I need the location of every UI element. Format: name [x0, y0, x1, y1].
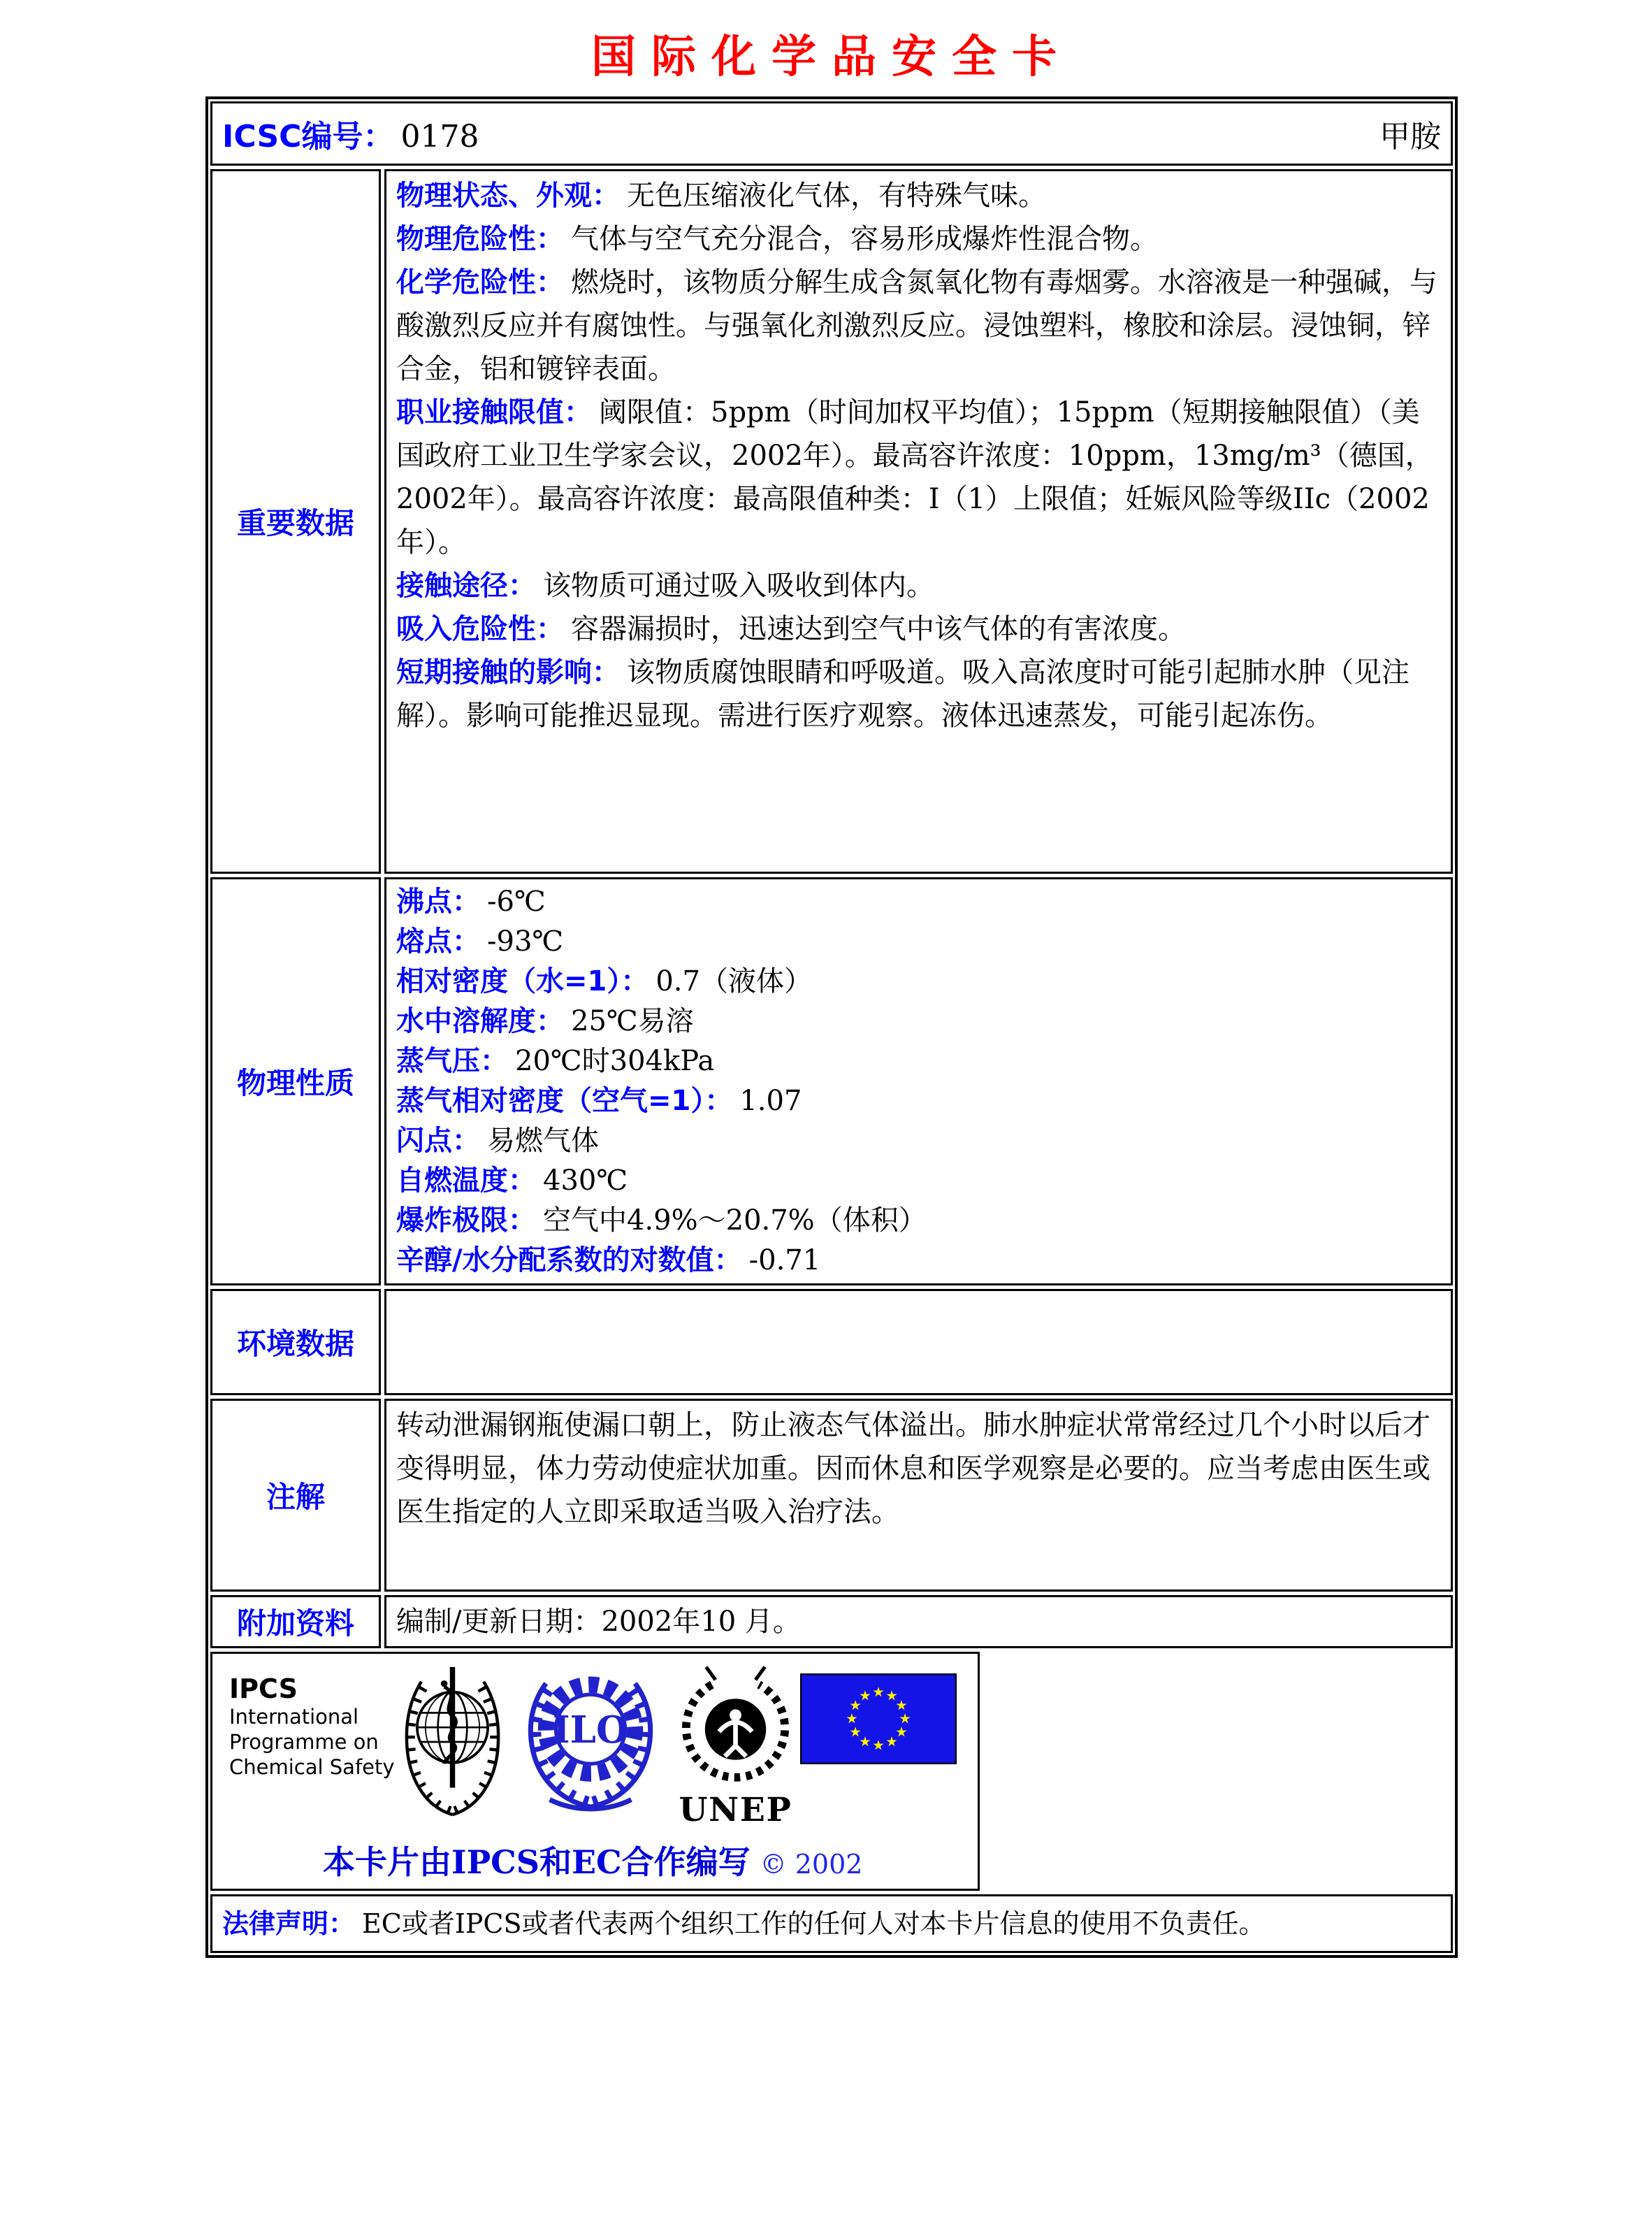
important-item	[396, 607, 1441, 651]
ipcs-line: Chemical Safety	[229, 1755, 395, 1779]
physical-item	[396, 1002, 1441, 1042]
additional-info-row	[210, 1595, 1453, 1648]
field-label: 物理危险性：	[396, 223, 564, 255]
who-emblem-icon	[395, 1661, 510, 1825]
legal-text: EC或者IPCS或者代表两个组织工作的任何人对本卡片信息的使用不负责任。	[362, 1908, 1266, 1939]
field-label: 沸点：	[396, 886, 480, 918]
ipcs-text-block	[229, 1661, 395, 1780]
important-data-content	[384, 169, 1453, 874]
field-value: 430℃	[543, 1165, 628, 1197]
notes-row	[210, 1399, 1453, 1592]
important-data-row-label: 重要数据	[210, 169, 381, 874]
field-value: 易燃气体	[487, 1125, 599, 1157]
credit-line	[225, 1837, 961, 1883]
field-label: 短期接触的影响：	[396, 656, 620, 689]
important-item	[396, 261, 1441, 391]
field-label: 物理状态、外观：	[396, 180, 620, 212]
notes-content: 转动泄漏钢瓶使漏口朝上，防止液态气体溢出。肺水肿症状常常经过几个小时以后才变得明显，体力劳动使症状加重。因而休息和医学观察是必要的。应当考虑由医生或医生指定的人立即采取适当吸入治疗法。	[384, 1399, 1453, 1592]
field-label: 职业接触限值：	[396, 396, 592, 428]
environmental-data-row	[210, 1289, 1453, 1395]
field-value: 无色压缩液化气体，有特殊气味。	[627, 180, 1046, 212]
notes-row-label: 注解	[210, 1399, 381, 1592]
physical-item	[396, 1081, 1441, 1121]
ipcs-line: Programme on	[229, 1730, 379, 1754]
field-label: 水中溶解度：	[396, 1005, 564, 1037]
physical-item	[396, 882, 1441, 922]
physical-item	[396, 1121, 1441, 1161]
field-value: 25℃易溶	[571, 1005, 694, 1037]
field-value: 容器漏损时，迅速达到空气中该气体的有害浓度。	[571, 613, 1186, 645]
ilo-logo-text: ILO	[552, 1708, 628, 1752]
physical-item	[396, 922, 1441, 962]
physical-item	[396, 962, 1441, 1002]
icsc-card-table	[205, 96, 1458, 1958]
field-label: 熔点：	[396, 925, 480, 958]
important-item	[396, 391, 1441, 564]
field-value: -0.71	[748, 1244, 821, 1276]
chemical-name: 甲胺	[1379, 119, 1441, 154]
field-label: 爆炸极限：	[396, 1204, 536, 1237]
field-value: -93℃	[487, 925, 564, 958]
additional-info-row-label: 附加资料	[210, 1595, 381, 1648]
field-label: 接触途径：	[396, 570, 536, 602]
field-value: 该物质可通过吸入吸收到体内。	[543, 570, 934, 602]
physical-item	[396, 1042, 1441, 1081]
physical-properties-row-label: 物理性质	[210, 877, 381, 1285]
physical-properties-row	[210, 877, 1453, 1285]
page-title: 国际化学品安全卡	[591, 31, 1072, 83]
environmental-data-row-label: 环境数据	[210, 1289, 381, 1395]
credit-text: 本卡片由IPCS和EC合作编写	[323, 1843, 751, 1881]
field-value: 空气中4.9%～20.7%（体积）	[543, 1204, 927, 1237]
field-label: 化学危险性：	[396, 266, 564, 298]
ipcs-title: IPCS	[229, 1673, 298, 1704]
field-value: 阈限值：5ppm（时间加权平均值）；15ppm（短期接触限值）（美国政府工业卫生学家会议，2002年）。最高容许浓度：10ppm，13mg/m³（德国，2002年）。最高容许浓度：最高限值种类：I（1）上限值；妊娠风险等级IIc（2002年）。	[396, 396, 1433, 558]
field-label: 闪点：	[396, 1125, 480, 1157]
field-value: -6℃	[487, 886, 546, 918]
unep-logo-text: UNEP	[678, 1791, 792, 1830]
field-value: 0.7（液体）	[655, 965, 812, 997]
field-value: 气体与空气充分混合，容易形成爆炸性混合物。	[571, 223, 1158, 255]
field-value: 20℃时304kPa	[515, 1045, 715, 1077]
physical-item	[396, 1161, 1441, 1201]
field-label: 蒸气相对密度（空气=1）：	[396, 1085, 733, 1117]
footer-logos	[225, 1661, 961, 1834]
unep-logo-icon	[671, 1661, 800, 1834]
field-label: 辛醇/水分配系数的对数值：	[396, 1244, 742, 1276]
copyright-text: © 2002	[760, 1849, 863, 1880]
icsc-number-group	[222, 111, 479, 156]
ipcs-line: International	[229, 1705, 359, 1729]
field-value: 1.07	[739, 1085, 802, 1117]
important-item	[396, 651, 1441, 737]
important-item	[396, 564, 1441, 607]
header-row	[210, 101, 1453, 166]
field-value: 燃烧时，该物质分解生成含氮氧化物有毒烟雾。水溶液是一种强碱，与酸激烈反应并有腐蚀性。与强氧化剂激烈反应。浸蚀塑料，橡胶和涂层。浸蚀铜，锌合金，铝和镀锌表面。	[396, 266, 1437, 385]
icsc-number-value: 0178	[400, 119, 479, 154]
legal-row	[210, 1894, 1453, 1953]
field-label: 蒸气压：	[396, 1045, 508, 1077]
footer-cell	[210, 1652, 980, 1891]
additional-info-content: 编制/更新日期：2002年10 月。	[384, 1595, 1453, 1648]
field-value: 该物质腐蚀眼睛和呼吸道。吸入高浓度时可能引起肺水肿（见注解）。影响可能推迟显现。需进行医疗观察。液体迅速蒸发，可能引起冻伤。	[396, 656, 1410, 732]
important-item	[396, 217, 1441, 261]
important-item	[396, 174, 1441, 217]
physical-item	[396, 1241, 1441, 1281]
ilo-logo-icon	[510, 1661, 671, 1816]
physical-item	[396, 1201, 1441, 1241]
legal-cell	[210, 1894, 1453, 1953]
eu-flag-icon	[800, 1673, 957, 1764]
header-cell	[210, 101, 1453, 166]
footer-row	[210, 1652, 1453, 1891]
physical-properties-content	[384, 877, 1453, 1285]
field-label: 相对密度（水=1）：	[396, 965, 649, 997]
field-label: 自燃温度：	[396, 1165, 536, 1197]
icsc-number-label: ICSC编号：	[222, 119, 394, 154]
important-data-row	[210, 169, 1453, 874]
legal-label: 法律声明：	[222, 1908, 356, 1939]
field-label: 吸入危险性：	[396, 613, 564, 645]
environmental-data-content	[384, 1289, 1453, 1395]
